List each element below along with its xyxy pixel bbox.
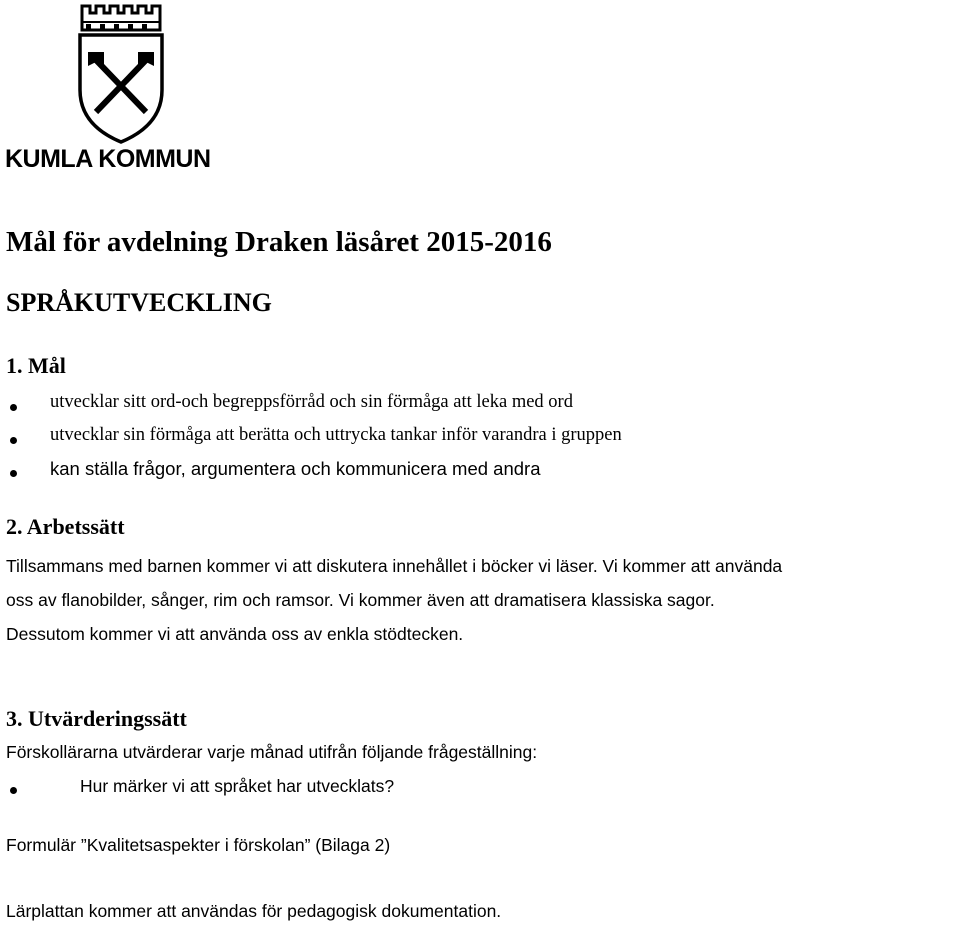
tablet-note: Lärplattan kommer att användas för pedagogisk dokumentation.	[6, 901, 502, 921]
bullet-icon	[10, 437, 17, 444]
document-title: Mål för avdelning Draken läsåret 2015-2016	[6, 226, 552, 258]
bullet-icon	[10, 404, 17, 411]
form-note: Formulär ”Kvalitetsaspekter i förskolan” (Bilaga 2)	[6, 835, 391, 855]
evaluation-heading: 3. Utvärderingssätt	[6, 706, 187, 731]
coat-of-arms-icon	[80, 6, 162, 142]
paragraph-line: Dessutom kommer vi att använda oss av enkla stödtecken.	[6, 624, 464, 644]
kumla-kommun-logo	[0, 0, 250, 175]
paragraph-line: oss av flanobilder, sånger, rim och ramsor. Vi kommer även att dramatisera klassiska sagor.	[6, 590, 715, 610]
method-heading: 2. Arbetssätt	[6, 514, 125, 539]
logo-text: KUMLA KOMMUN	[5, 145, 211, 173]
bullet-icon	[10, 470, 17, 477]
paragraph-line: Tillsammans med barnen kommer vi att diskutera innehållet i böcker vi läser. Vi kommer att använda	[6, 556, 783, 576]
evaluation-intro: Förskollärarna utvärderar varje månad utifrån följande frågeställning:	[6, 742, 538, 762]
method-paragraph	[6, 549, 960, 651]
section-heading: SPRÅKUTVECKLING	[6, 288, 272, 317]
goals-heading: 1. Mål	[6, 353, 66, 378]
bullet-icon	[10, 787, 17, 794]
